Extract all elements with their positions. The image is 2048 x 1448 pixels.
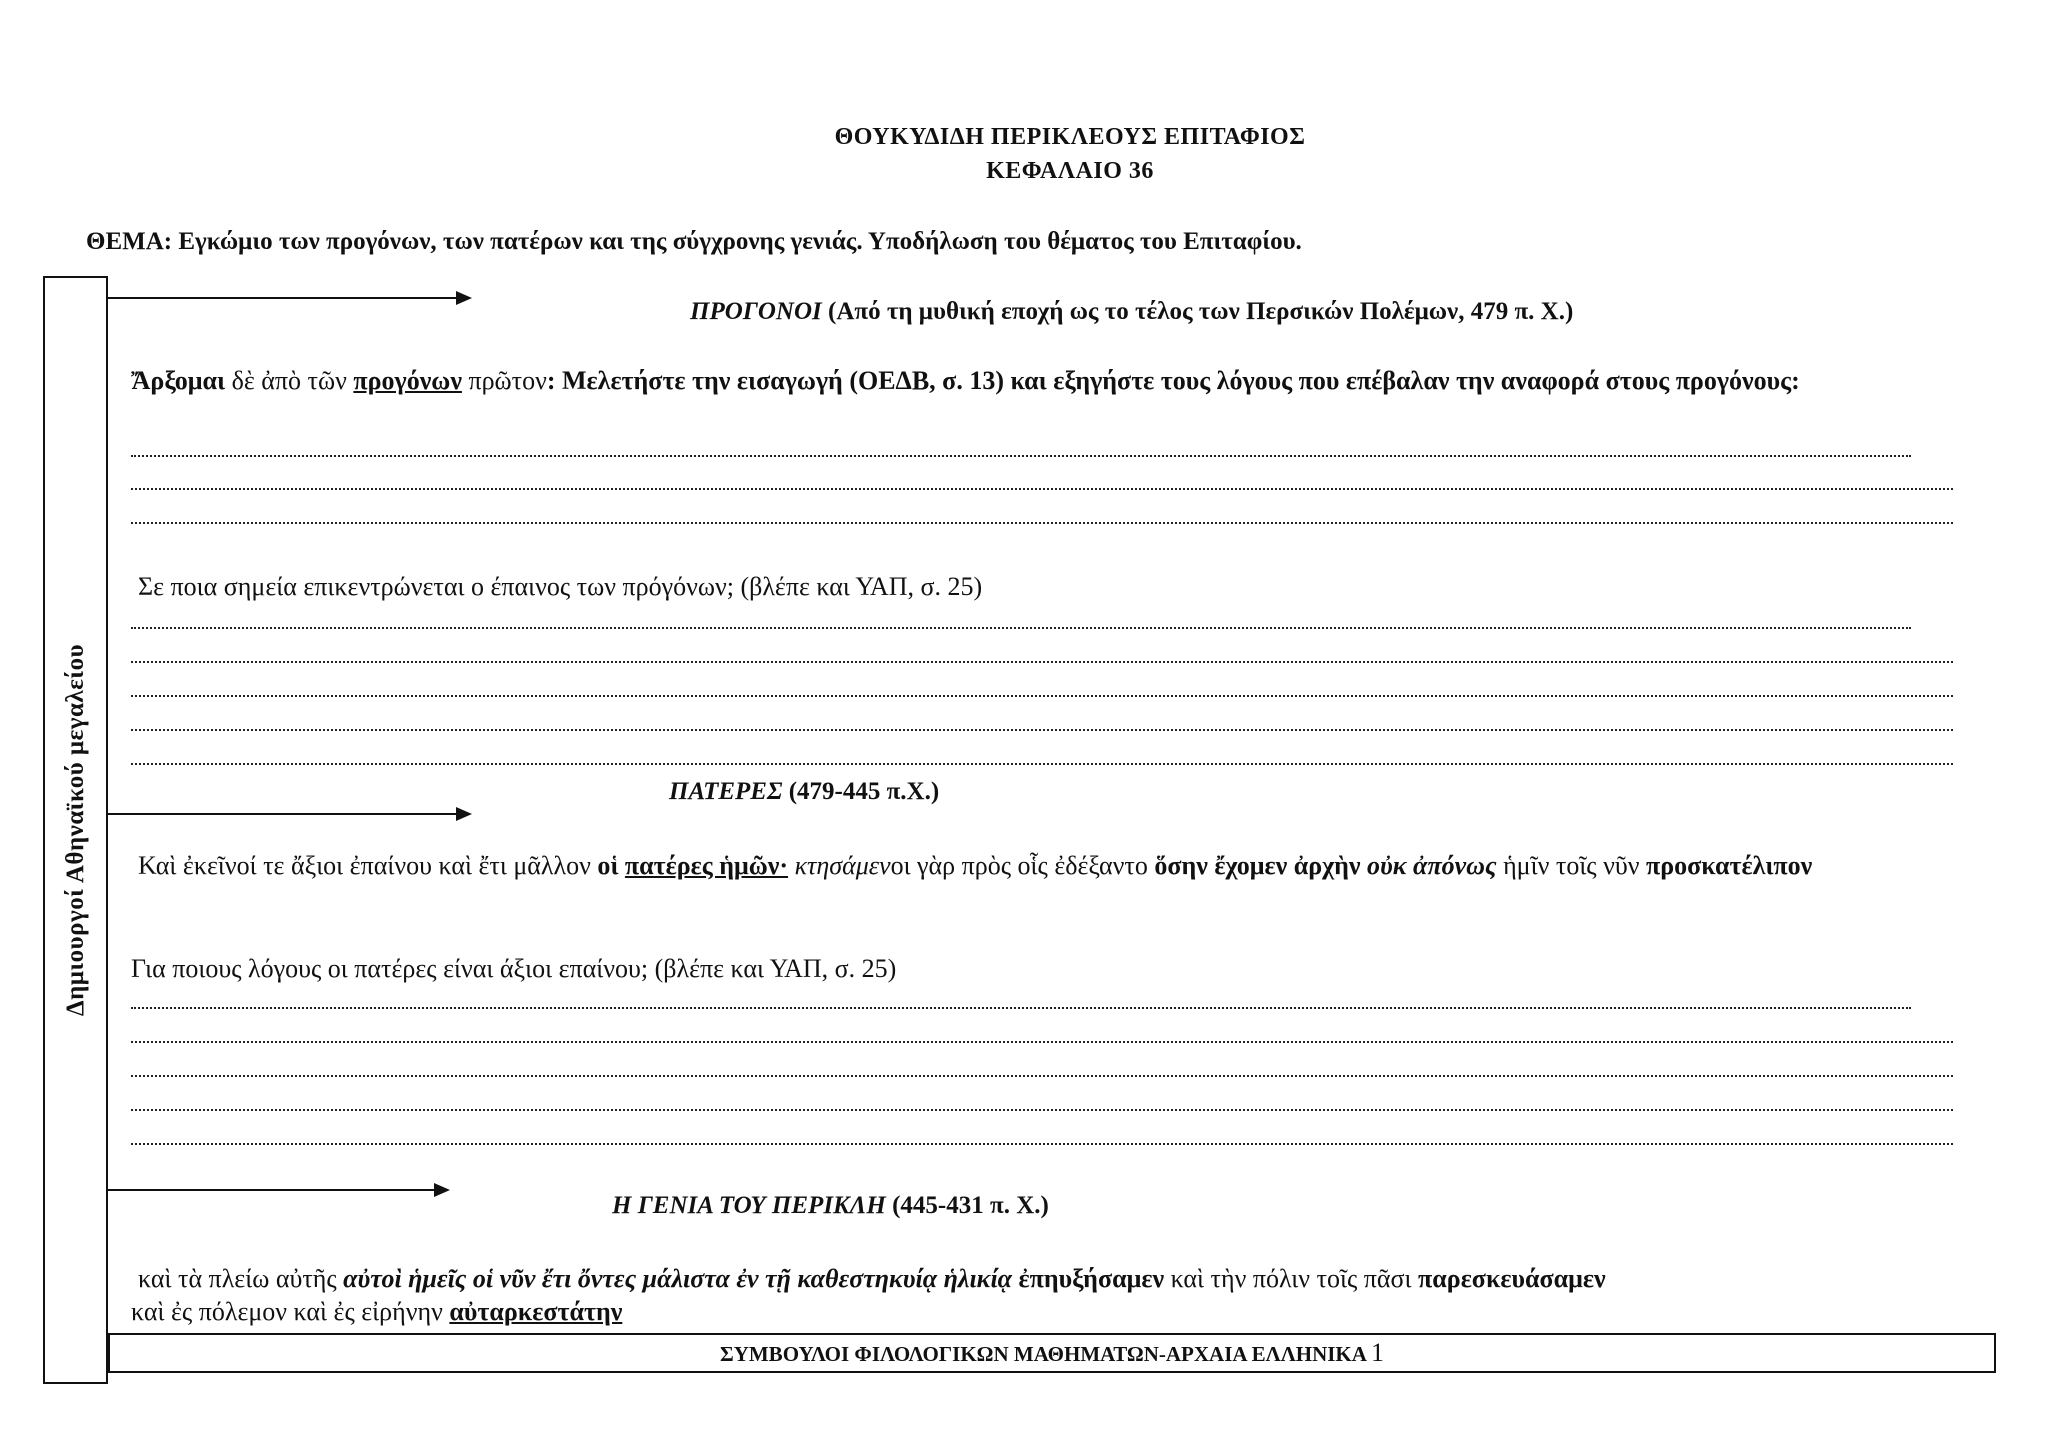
quote-word: Ἄρξομαι bbox=[131, 366, 226, 395]
heading-dates: (445-431 π. Χ.) bbox=[885, 1192, 1049, 1219]
sidebar-box bbox=[43, 276, 108, 1384]
quote-bold: οἱ bbox=[597, 851, 625, 880]
quote-text: πρῶτον bbox=[461, 366, 547, 395]
heading-dates: (479-445 π.Χ.) bbox=[782, 778, 940, 805]
heading-italic: Η ΓΕΝΙΑ ΤΟΥ ΠΕΡΙΚΛΗ bbox=[612, 1192, 886, 1219]
question-intro bbox=[131, 364, 1911, 397]
quote-text: Καὶ ἐκεῖνοί τε ἄξιοι ἐπαίνου καὶ ἔτι μᾶλλον bbox=[138, 851, 598, 880]
quote-genia bbox=[131, 1262, 1961, 1328]
quote-bold: ἐπηυξήσαμεν bbox=[1018, 1264, 1165, 1293]
document-title: ΘΟΥΚΥΔΙΔΗ ΠΕΡΙΚΛΕΟΥΣ ΕΠΙΤΑΦΙΟΣ bbox=[834, 124, 1306, 150]
arrow-right-icon bbox=[434, 1183, 450, 1197]
answer-line[interactable] bbox=[131, 455, 1911, 457]
answer-line[interactable] bbox=[131, 729, 1953, 731]
footer-label: ΣΥΜΒΟΥΛΟΙ ΦΙΛΟΛΟΓΙΚΩΝ ΜΑΘΗΜΑΤΩΝ-ΑΡΧΑΙΑ ΕΛΛΗΝΙΚΑ bbox=[719, 1342, 1366, 1366]
quote-italic: κτησάμεν bbox=[794, 851, 891, 880]
quote-text: καὶ τὰ πλείω αὐτῆς bbox=[138, 1264, 344, 1293]
question-pateres: Για ποιους λόγους οι πατέρες είναι άξιοι επαίνου; (βλέπε και ΥΑΠ, σ. 25) bbox=[131, 954, 897, 983]
quote-text: καὶ ἐς πόλεμον καὶ ἐς εἰρήνην bbox=[131, 1297, 450, 1326]
answer-line[interactable] bbox=[131, 627, 1911, 629]
question-text: : Μελετήστε την εισαγωγή (ΟΕΔΒ, σ. 13) και εξηγήστε τους λόγους που επέβαλαν την αναφορά στους προγόνους: bbox=[546, 366, 1800, 395]
quote-text: οι γὰρ πρὸς οἷς ἐδέξαντο bbox=[890, 851, 1155, 880]
answer-line[interactable] bbox=[131, 1041, 1953, 1043]
quote-keyword: προγόνων bbox=[353, 366, 462, 395]
arrow-line-genia bbox=[108, 1189, 436, 1191]
quote-bold-italic: οὐκ ἀπόνως bbox=[1367, 851, 1497, 880]
quote-bold-italic: αὐτοὶ ἡμεῖς οἱ νῦν ἔτι ὄντες μάλιστα ἐν τῇ καθεστηκυίᾳ ἡλικίᾳ bbox=[343, 1264, 1019, 1293]
quote-bold: παρεσκευάσαμεν bbox=[1418, 1264, 1606, 1293]
quote-text: καὶ τὴν πόλιν τοῖς πᾶσι bbox=[1164, 1264, 1419, 1293]
quote-text: ἡμῖν τοῖς νῦν bbox=[1496, 851, 1646, 880]
answer-line[interactable] bbox=[131, 488, 1953, 490]
quote-bold: προσκατέλιπον bbox=[1646, 851, 1813, 880]
answer-line[interactable] bbox=[131, 522, 1953, 524]
answer-line[interactable] bbox=[131, 1007, 1911, 1009]
page-number: 1 bbox=[1371, 1338, 1385, 1367]
answer-line[interactable] bbox=[131, 1109, 1953, 1111]
quote-text: δὲ ἀπὸ τῶν bbox=[225, 366, 354, 395]
question-emphasis: Σε ποια σημεία επικεντρώνεται ο έπαινος των πρόγόνων; (βλέπε και ΥΑΠ, σ. 25) bbox=[138, 572, 983, 601]
quote-pateres bbox=[131, 849, 2011, 882]
answer-line[interactable] bbox=[131, 661, 1953, 663]
footer bbox=[108, 1333, 1996, 1373]
answer-line[interactable] bbox=[131, 763, 1953, 765]
quote-bold: ὅσην ἔχομεν ἀρχὴν bbox=[1154, 851, 1368, 880]
section-heading-pateres bbox=[669, 778, 939, 806]
section-heading-progonoi bbox=[690, 298, 1573, 326]
arrow-right-icon bbox=[456, 807, 472, 821]
heading-italic: ΠΡΟΓΟΝΟΙ bbox=[690, 298, 822, 325]
section-heading-genia bbox=[612, 1192, 1049, 1220]
sidebar-label: Δημιουργοί Αθηναϊκού μεγαλείου bbox=[61, 643, 89, 1017]
quote-keyword: πατέρες ἡμῶν· bbox=[624, 851, 789, 880]
arrow-line-progonoi bbox=[108, 297, 458, 299]
chapter-title: ΚΕΦΑΛΑΙΟ 36 bbox=[986, 158, 1154, 184]
quote-keyword: αὐταρκεστάτην bbox=[449, 1297, 623, 1326]
answer-line[interactable] bbox=[131, 695, 1953, 697]
answer-line[interactable] bbox=[131, 1075, 1953, 1077]
answer-line[interactable] bbox=[131, 1143, 1953, 1145]
arrow-line-pateres bbox=[108, 813, 458, 815]
arrow-right-icon bbox=[456, 291, 472, 305]
theme-line: ΘΕΜΑ: Εγκώμιο των προγόνων, των πατέρων και της σύγχρονης γενιάς. Υποδήλωση του θέματος του Επιταφίου. bbox=[86, 228, 1302, 255]
heading-dates: (Από τη μυθική εποχή ως το τέλος των Περσικών Πολέμων, 479 π. Χ.) bbox=[821, 298, 1574, 325]
heading-italic: ΠΑΤΕΡΕΣ bbox=[669, 778, 783, 805]
